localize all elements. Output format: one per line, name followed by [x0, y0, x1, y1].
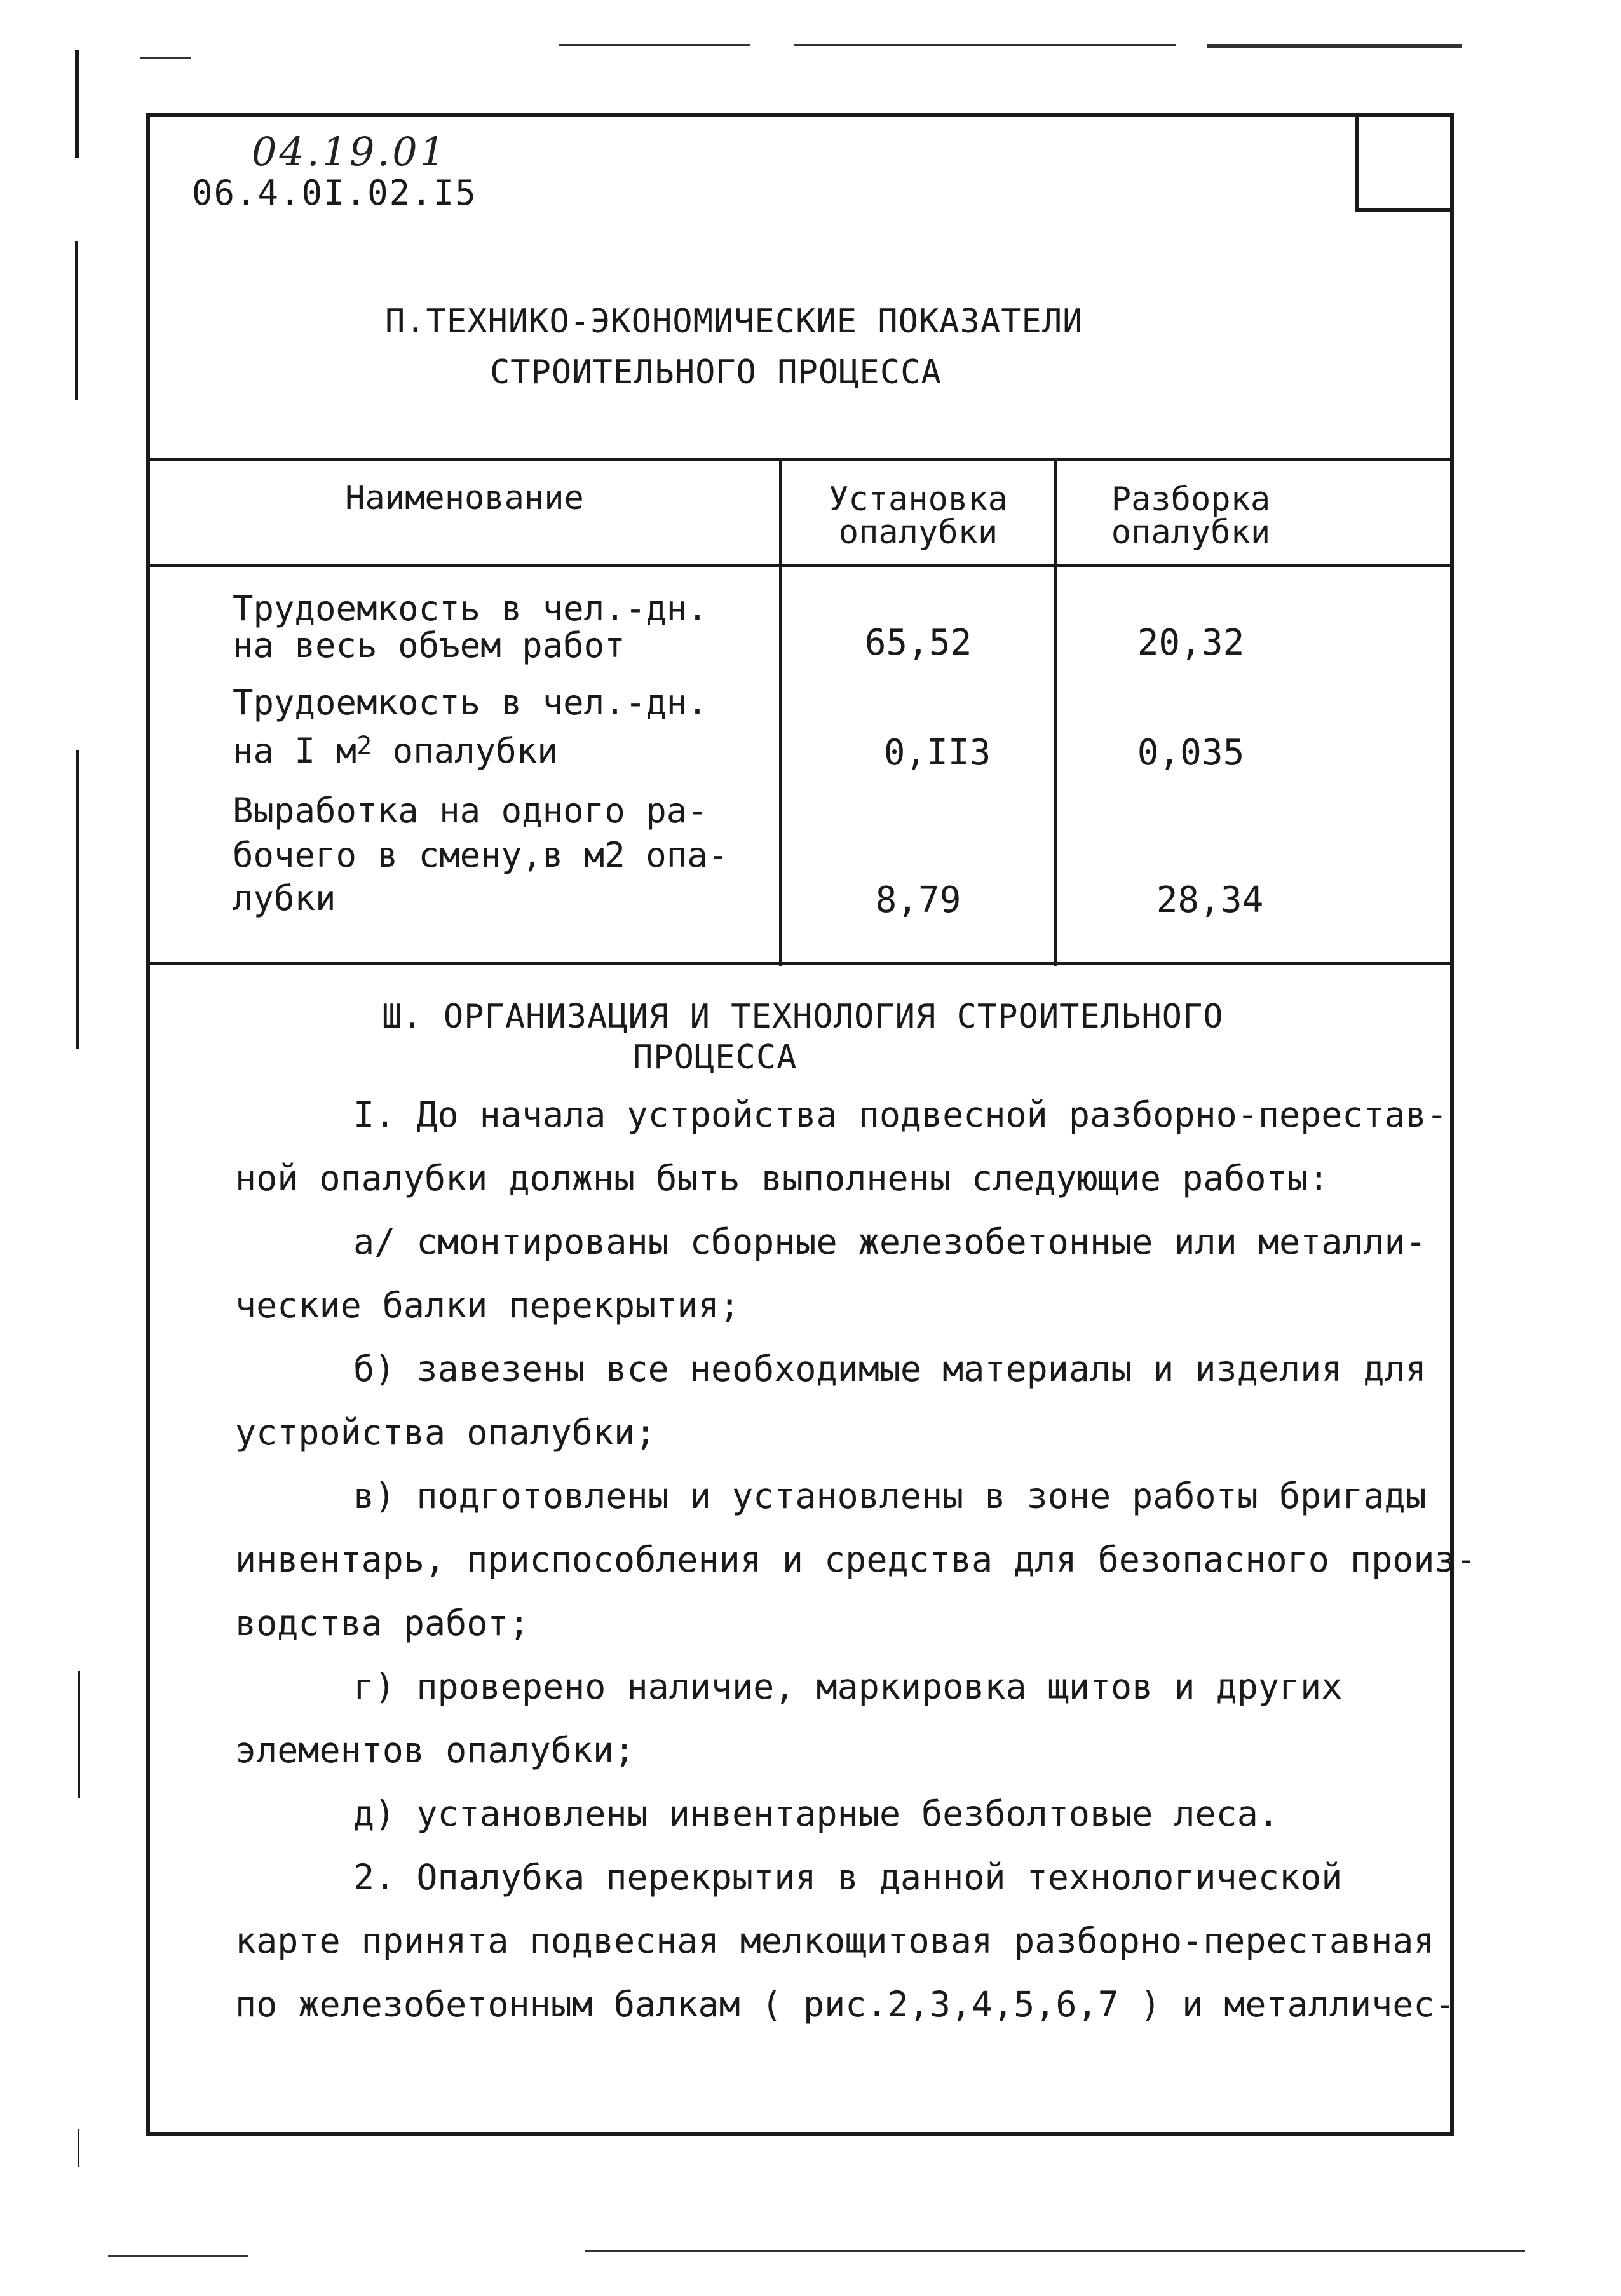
row-label-line: Выработка на одного ра-: [233, 791, 708, 831]
table-top-border: [150, 458, 1450, 461]
row-label-line: на весь объем работ: [233, 625, 625, 665]
column-header-install-line2: опалубки: [838, 513, 998, 552]
scan-edge-mark: [75, 50, 79, 158]
document-frame: [146, 113, 1477, 2136]
body-text-line: элементов опалубки;: [235, 1730, 635, 1770]
install-value: 0,II3: [883, 732, 991, 773]
install-value: 65,52: [864, 622, 972, 663]
row-label-suffix: опалубки: [372, 731, 558, 771]
scan-edge-mark: [78, 1671, 80, 1798]
body-text-line: 2. Опалубка перекрытия в данной технологической: [353, 1857, 1343, 1898]
section-3-title-line1: Ш. ОРГАНИЗАЦИЯ И ТЕХНОЛОГИЯ СТРОИТЕЛЬНОГО: [382, 998, 1224, 1036]
dismantle-value: 0,035: [1137, 732, 1245, 773]
body-text-line: инвентарь, приспособления и средства для безопасного произ-: [235, 1539, 1477, 1580]
install-value: 8,79: [875, 880, 961, 921]
scan-edge-mark: [559, 44, 750, 46]
body-text-line: по железобетонным балкам ( рис.2,3,4,5,6,7 ) и металличес-: [235, 1984, 1456, 2025]
body-text-line: ной опалубки должны быть выполнены следующие работы:: [235, 1158, 1329, 1199]
scan-edge-mark: [78, 2129, 79, 2167]
column-header-dismantle-line2: опалубки: [1111, 513, 1271, 552]
corner-stamp-box: [1355, 117, 1450, 212]
handwritten-number: 04.19.01: [252, 128, 448, 175]
row-label-line: [233, 731, 558, 771]
scan-edge-mark: [75, 241, 78, 400]
document-code: 06.4.0I.02.I5: [192, 173, 477, 213]
body-text-line: водства работ;: [235, 1603, 530, 1643]
row-label-line: бочего в смену,в м2 опа-: [233, 835, 729, 875]
body-text-line: в) подготовлены и установлены в зоне работы бригады: [353, 1476, 1427, 1516]
scan-edge-mark: [140, 57, 191, 59]
table-bottom-border: [150, 962, 1450, 965]
body-text-line: устройства опалубки;: [235, 1412, 656, 1453]
row-label-line: лубки: [233, 878, 336, 918]
section-2-title-line1: П.ТЕХНИКО-ЭКОНОМИЧЕСКИЕ ПОКАЗАТЕЛИ: [385, 302, 1083, 341]
row-label-prefix: на I м: [233, 731, 357, 771]
scan-edge-mark: [585, 2250, 1525, 2252]
row-label-line: Трудоемкость в чел.-дн.: [233, 683, 708, 723]
body-text-line: а/ смонтированы сборные железобетонные или металли-: [353, 1221, 1427, 1262]
scan-edge-mark: [1207, 44, 1462, 48]
dismantle-value: 20,32: [1137, 622, 1245, 663]
section-3-title-line2: ПРОЦЕССА: [633, 1038, 797, 1077]
body-text-line: д) установлены инвентарные безболтовые леса.: [353, 1793, 1279, 1834]
scan-edge-mark: [76, 750, 79, 1049]
column-header-install-line1: Установка: [829, 480, 1008, 519]
column-header-name: Наименование: [345, 479, 584, 517]
row-label-line: Трудоемкость в чел.-дн.: [233, 588, 708, 628]
body-text-line: ческие балки перекрытия;: [235, 1285, 740, 1326]
scan-edge-mark: [108, 2255, 248, 2257]
body-text-line: карте принята подвесная мелкощитовая разборно-переставная: [235, 1920, 1435, 1961]
column-header-dismantle-line1: Разборка: [1111, 480, 1271, 519]
superscript: 2: [356, 731, 372, 761]
scan-edge-mark: [794, 44, 1176, 46]
body-text-line: г) проверено наличие, маркировка щитов и других: [353, 1666, 1343, 1707]
section-2-title-line2: СТРОИТЕЛЬНОГО ПРОЦЕССА: [490, 353, 942, 391]
body-text-line: I. До начала устройства подвесной разборно-перестав-: [353, 1094, 1448, 1135]
table-header-divider: [150, 564, 1450, 567]
body-text-line: б) завезены все необходимые материалы и изделия для: [353, 1348, 1427, 1389]
dismantle-value: 28,34: [1156, 880, 1264, 921]
